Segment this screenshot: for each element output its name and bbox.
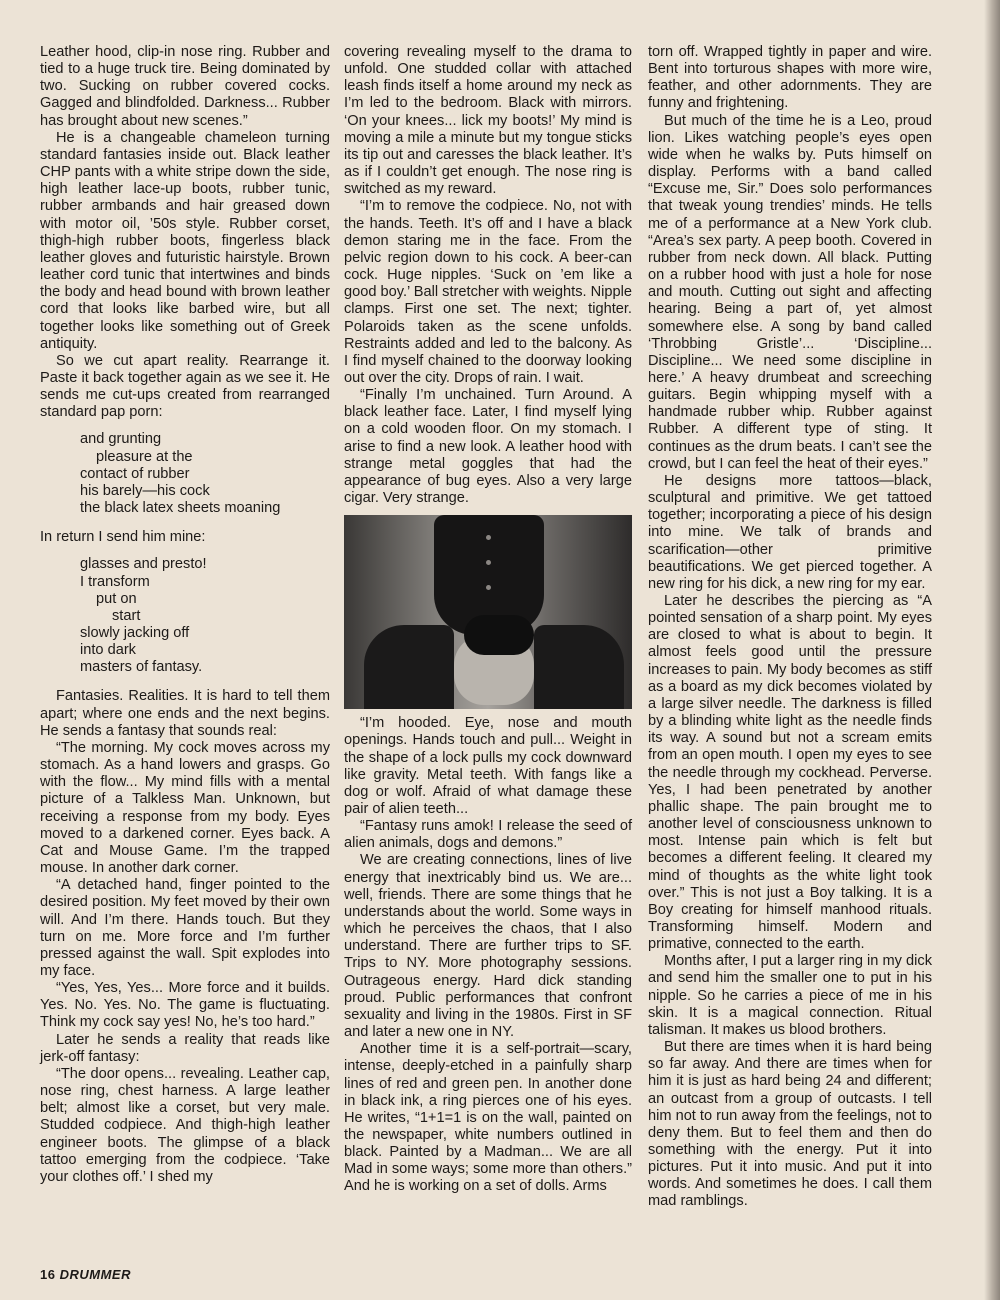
paragraph: “Fantasy runs amok! I release the seed of alien animals, dogs and demons.” (344, 818, 632, 852)
paragraph: So we cut apart reality. Rearrange it. Paste it back together again as we see it. He sends me cut-ups created from rearranged standard pap porn: (40, 352, 330, 421)
poem-line: into dark (80, 642, 136, 659)
paragraph: In return I send him mine: (40, 529, 206, 546)
poem-line: masters of fantasy. (80, 659, 203, 676)
paragraph: But much of the time he is a Leo, proud lion. Likes watching people’s eyes open wide when he walks by. Puts himself on display. Performs with a band called “Excuse me, Sir.” Does solo performances that tweak young trendies’ minds. He tells me of a performance at a New York club. “Area’s sex party. A peep booth. Covered in rubber from neck down. All black. Putting on a rubber hood with just a hole for nose and mouth. Cutting out sight and affecting hearing. Being a part of, yet almost somewhere else. A song by band called ‘Throbbing Gristle’... ‘Discipline... Discipline... We need some discipline in here.’ A heavy drumbeat and screeching guitars. Begin whipping myself with a handmade rubber whip. Rubber against Rubber. A different type of sting. It continues as the drum beats. I can’t see the crowd, but I can feel the heat of their eyes.” (648, 112, 932, 472)
paragraph: But there are times when it is hard being so far away. And there are times when for him it is just as hard being 24 and different; an outcast from a group of outcasts. I tell him not to run away from the feelings, not to deny them. But to feel them and then do something with the energy. Put it into pictures. Put it into music. And put it into words. And sometimes he does. I call them mad ramblings. (648, 1039, 932, 1210)
paragraph: We are creating connections, lines of live energy that inextricably bind us. We are... well, friends. There are some things that he understands about the world. Some ways in which he perceives the chaos, that I also understand. There are further trips to SF. Trips to NY. More photography sessions. Outrageous energy. Hard dick standing proud. Public performances that confront sexuality and living in the 1980s. First in SF and later a new one in NY. (344, 852, 632, 1041)
photograph (344, 515, 632, 709)
poem-cutup-1 (40, 431, 330, 517)
paragraph: Months after, I put a larger ring in my dick and send him the smaller one to put in his nipple. So he carries a piece of me in his skin. It is a magical connection. Ritual talisman. It makes us blood brothers. (648, 953, 932, 1038)
poem-line: put on (96, 590, 137, 607)
paragraph: “The door opens... revealing. Leather cap, nose ring, chest harness. A large leather belt; almost like a corset, but very male. Studded codpiece. And thigh-high leather engineer boots. The glimpse of a black tattoo emerging from the codpiece. ‘Take your clothes off.’ I shed my (40, 1065, 330, 1185)
poem-line: pleasure at the (96, 448, 193, 465)
column-middle (344, 44, 632, 1196)
poem-line: start (112, 607, 141, 624)
poem-cutup-2 (40, 556, 330, 676)
paragraph: Later he sends a reality that reads like jerk-off fantasy: (40, 1031, 330, 1065)
paragraph: covering revealing myself to the drama to unfold. One studded collar with attached leash finds itself a home around my neck as I’m led to the bedroom. Black with mirrors. ‘On your knees... lick my boots!’ My mind is moving a mile a minute but my tongue sticks its tip out and caresses the black leather. It’s as if I couldn’t get enough. The nose ring is switched as my reward. (344, 44, 632, 198)
poem-line: his barely—his cock (80, 482, 210, 499)
paragraph: “A detached hand, finger pointed to the desired position. My feet moved by their own will. And I’m there. Hands touch. But they turn on me. More force and I’m further pressed against the wall. Spit explodes into my face. (40, 877, 330, 979)
poem-line: I transform (80, 573, 150, 590)
paragraph: Another time it is a self-portrait—scary, intense, deeply-etched in a painfully sharp lines of red and green pen. In another done in black ink, a ring pierces one of his eyes. He writes, “1+1=1 is on the wall, painted on the newspaper, white numbers outlined in black. Painted by a Madman... We are all Mad in some ways; some more than others.” And he is working on a set of dolls. Arms (344, 1041, 632, 1195)
paragraph: He is a changeable chameleon turning standard fantasies inside out. Black leather CHP pants with a white stripe down the side, high leather lace-up boots, rubber tunic, rubber armbands and hair greased down with motor oil, ’50s style. Rubber corset, thigh-high rubber boots, fingerless black leather gloves and futuristic hairstyle. Brown leather cord tunic that intertwines and binds the body and head bound with brown leather cord that looks like barbed wire, but all together looks like something out of Greek antiquity. (40, 129, 330, 352)
paragraph: “I’m hooded. Eye, nose and mouth openings. Hands touch and pull... Weight in the shape of a lock pulls my cock downward like gravity. Metal teeth. With fangs like a dog or wolf. Afraid of what damage these pair of alien teeth... (344, 715, 632, 817)
paragraph: “I’m to remove the codpiece. No, not with the hands. Teeth. It’s off and I have a black demon staring me in the face. From the pelvic region down to his cock. A beer-can cock. Huge nipples. ‘Suck on ’em like a good boy.’ Ball stretcher with weights. Nipple clamps. First one set. The next; tighter. Polaroids taken as the scene unfolds. Restraints added and led to the balcony. As I find myself chained to the doorway looking out over the city. Drops of rain. I wait. (344, 198, 632, 386)
paragraph: Leather hood, clip-in nose ring. Rubber and tied to a huge truck tire. Being dominated by two. Sucking on rubber covered cocks. Gagged and blindfolded. Darkness... Rubber has brought about new scenes.” (40, 44, 330, 129)
paragraph: Later he describes the piercing as “A pointed sensation of a sharp point. My eyes are closed to what is about to begin. It almost feels good until the pressure increases to pain. My body becomes as stiff as a board as my dick becomes violated by a large silver needle. The darkness is filled by a blinding white light as the needle finds its way. A sound but not a scream emits from an open mouth. I open my eyes to see the needle through my cockhead. Perverse. Yes, I had been penetrated by another phallic shape. The pain brought me to another level of consciousness unknown to most. Intense pain which is felt but becomes a different feeling. It cleared my mind of thoughts as the white light took over.” This is not just a Boy talking. It is a Boy creating for himself manhood rituals. Transforming himself. Modern and primative, connected to the earth. (648, 593, 932, 953)
paragraph: He designs more tattoos—black, sculptural and primitive. We get tattoed together; incorporating a piece of his design into mine. We talk of brands and scarification—other primitive beautifications. We get pierced together. A new ring for his dick, a new ring for my ear. (648, 472, 932, 592)
column-left (40, 44, 330, 1186)
page-number: 16 (40, 1267, 56, 1282)
column-right (648, 44, 932, 1211)
poem-line: and grunting (80, 431, 162, 448)
poem-line: glasses and presto! (80, 556, 207, 573)
magazine-name: DRUMMER (59, 1267, 131, 1282)
paragraph: torn off. Wrapped tightly in paper and wire. Bent into torturous shapes with more wire, feather, and other adornments. They are funny and frightening. (648, 44, 932, 112)
paragraph: “The morning. My cock moves across my stomach. As a hand lowers and grasps. Go with the flow... My mind fills with a mental picture of a Talkless Man. Unknown, but receiving a response from my body. Eyes moved to a darkened corner. Eyes back. A Cat and Mouse Game. I’m the trapped mouse. In another dark corner. (40, 739, 330, 877)
paragraph: “Finally I’m unchained. Turn Around. A black leather face. Later, I find myself lying on a cold wooden floor. On my stomach. I arise to find a new look. A leather hood with strange metal goggles that had the appearance of bug eyes. Also a very large cigar. Very strange. (344, 387, 632, 507)
poem-line: slowly jacking off (80, 625, 190, 641)
poem-line: contact of rubber (80, 465, 190, 482)
paragraph: “Yes, Yes, Yes... More force and it builds. Yes. No. Yes. No. The game is fluctuating. Think my cock say yes! No, he’s too hard.” (40, 980, 330, 1031)
page-binding-shadow (984, 0, 1000, 1300)
paragraph: Fantasies. Realities. It is hard to tell them apart; where one ends and the next begins. He sends a fantasy that sounds real: (40, 688, 330, 739)
poem-line: the black latex sheets moaning (80, 500, 281, 517)
page-footer (40, 1267, 131, 1282)
